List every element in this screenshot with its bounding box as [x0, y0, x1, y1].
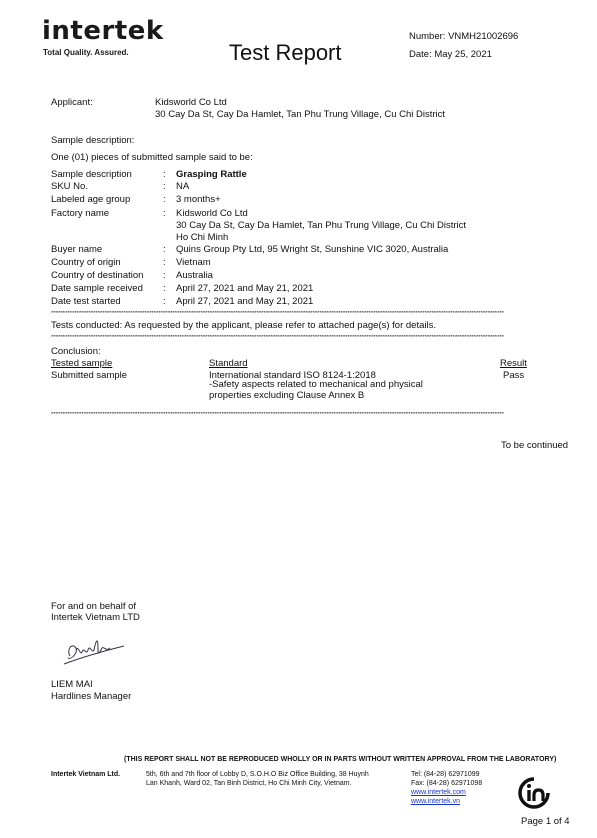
row-colon: : — [163, 181, 166, 192]
row-label: Buyer name — [51, 244, 103, 255]
signatory-name: LIEM MAI — [51, 679, 93, 690]
footer-address-2: Lan Khanh, Ward 02, Tan Binh District, Ho Chi Minh City, Vietnam. — [146, 780, 352, 787]
row-value: NA — [176, 181, 190, 192]
row-label: Labeled age group — [51, 194, 131, 205]
report-number: Number: VNMH21002696 — [409, 31, 519, 42]
tests-conducted: Tests conducted: As requested by the applicant, please refer to attached page(s) for details. — [51, 320, 436, 331]
row-colon: : — [163, 270, 166, 281]
row-value: 30 Cay Da St, Cay Da Hamlet, Tan Phu Trung Village, Cu Chi District — [176, 220, 467, 231]
row-colon: : — [163, 296, 166, 307]
row-value: Quins Group Pty Ltd, 95 Wright St, Sunshine VIC 3020, Australia — [176, 244, 449, 255]
row-colon: : — [163, 244, 166, 255]
to-be-continued: To be continued — [501, 440, 569, 451]
standard-line: International standard ISO 8124-1:2018 — [209, 370, 376, 381]
footer-company: Intertek Vietnam Ltd. — [51, 771, 121, 778]
applicant-name: Kidsworld Co Ltd — [155, 97, 227, 108]
sample-intro: One (01) pieces of submitted sample said to be: — [51, 152, 253, 163]
row-value: Grasping Rattle — [176, 169, 247, 180]
row-colon: : — [163, 257, 166, 268]
row-label: SKU No. — [51, 181, 88, 192]
signature-image — [60, 628, 132, 670]
applicant-address: 30 Cay Da St, Cay Da Hamlet, Tan Phu Trung Village, Cu Chi District — [155, 109, 446, 120]
row-value: Ho Chi Minh — [176, 232, 229, 243]
col-result: Result — [500, 358, 527, 369]
row-label: Factory name — [51, 208, 110, 219]
standard-line: properties excluding Clause Annex B — [209, 390, 365, 401]
separator-line: ************************************************************************************************************************************************************************************************** — [51, 311, 504, 317]
behalf-line-2: Intertek Vietnam LTD — [51, 612, 140, 623]
report-date: Date: May 25, 2021 — [409, 49, 492, 60]
row-value: Vietnam — [176, 257, 211, 268]
page-title: Test Report — [229, 40, 342, 65]
row-colon: : — [163, 283, 166, 294]
row-value: April 27, 2021 and May 21, 2021 — [176, 296, 314, 307]
behalf-line-1: For and on behalf of — [51, 601, 137, 612]
page-number: Page 1 of 4 — [521, 816, 570, 827]
footer-link-vn[interactable]: www.intertek.vn — [411, 798, 461, 805]
row-colon: : — [163, 194, 166, 205]
row-colon: : — [163, 169, 166, 180]
footer-link-com[interactable]: www.intertek.com — [411, 789, 466, 796]
intertek-mark-icon — [514, 773, 554, 813]
row-label: Date sample received — [51, 283, 143, 294]
intertek-logo: intertek — [42, 16, 164, 46]
row-label: Date test started — [51, 296, 121, 307]
standard-line: -Safety aspects related to mechanical and physical — [209, 379, 423, 390]
signatory-role: Hardlines Manager — [51, 691, 132, 702]
col-tested-sample: Tested sample — [51, 358, 113, 369]
result-value: Pass — [503, 370, 525, 381]
applicant-label: Applicant: — [51, 97, 93, 108]
row-label: Sample description — [51, 169, 132, 180]
row-label: Country of destination — [51, 270, 144, 281]
conclusion-heading: Conclusion: — [51, 346, 101, 357]
row-label: Country of origin — [51, 257, 121, 268]
row-value: Australia — [176, 270, 213, 281]
sample-heading: Sample description: — [51, 135, 135, 146]
tested-sample-value: Submitted sample — [51, 370, 128, 381]
footer-fax: Fax: (84-28) 62971098 — [411, 780, 483, 787]
separator-line: ************************************************************************************************************************************************************************************************** — [51, 335, 504, 341]
col-standard: Standard — [209, 358, 248, 369]
logo-tagline: Total Quality. Assured. — [43, 48, 129, 57]
footer-notice: (THIS REPORT SHALL NOT BE REPRODUCED WHOLLY OR IN PARTS WITHOUT WRITTEN APPROVAL FROM THE LABORATORY) — [124, 756, 557, 763]
row-value: April 27, 2021 and May 21, 2021 — [176, 283, 314, 294]
row-value: 3 months+ — [176, 194, 221, 205]
row-colon: : — [163, 208, 166, 219]
separator-line: ************************************************************************************************************************************************************************************************** — [51, 412, 504, 418]
row-value: Kidsworld Co Ltd — [176, 208, 248, 219]
footer-tel: Tel: (84-28) 62971099 — [411, 771, 480, 778]
footer-address-1: 5th, 6th and 7th floor of Lobby D, S.O.H.O Biz Office Building, 38 Huynh — [146, 771, 369, 778]
